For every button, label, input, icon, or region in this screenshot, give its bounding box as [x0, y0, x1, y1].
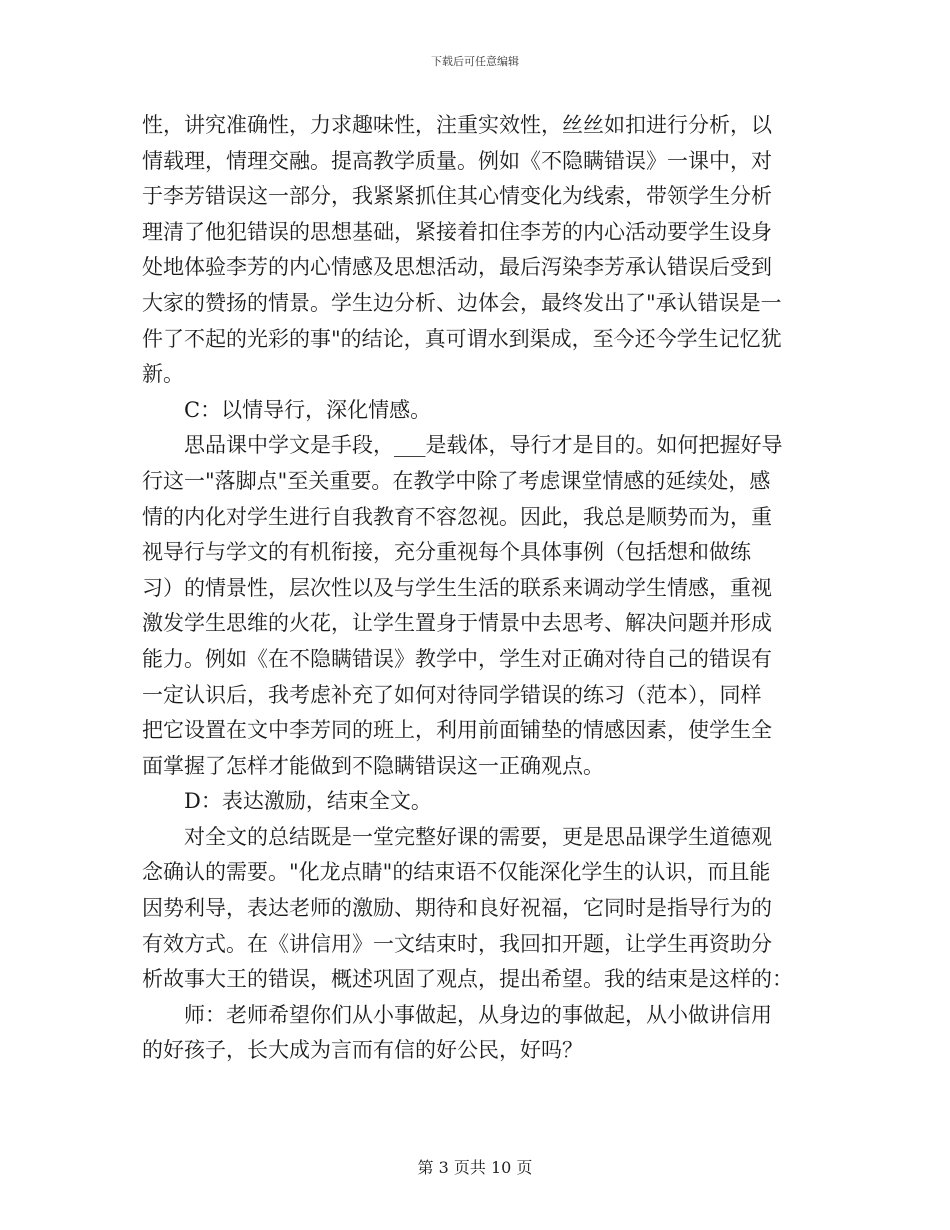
- paragraph: [142, 428, 810, 784]
- text-line: 因势利导，表达老师的激励、期待和良好祝福，它同时是指导行为的: [142, 896, 772, 921]
- text-line: 处地体验李芳的内心情感及思想活动，最后泻染李芳承认错误后受到: [142, 255, 772, 280]
- text-line: 把它设置在文中李芳同的班上，利用前面铺垫的情感因素，使学生全: [142, 718, 772, 743]
- text-line: 思品课中学文是手段，___是载体，导行才是目的。如何把握好导: [184, 433, 783, 458]
- paragraph: [142, 998, 810, 1069]
- text-line: 件了不起的光彩的事"的结论，真可谓水到渠成，至今还今学生记忆犹: [142, 326, 782, 351]
- text-line: 情的内化对学生进行自我教育不容忽视。因此，我总是顺势而为，重: [142, 504, 772, 529]
- text-line: 的好孩子，长大成为言而有信的好公民，好吗？: [142, 1038, 583, 1063]
- section-heading-d: [142, 784, 810, 820]
- text-line: 大家的赞扬的情景。学生边分析、边体会，最终发出了"承认错误是一: [142, 290, 782, 315]
- text-line: 师：老师希望你们从小事做起，从身边的事做起，从小做讲信用: [184, 1002, 772, 1027]
- page-header: 下载后可任意编辑: [431, 55, 519, 68]
- text-line: 念确认的需要。"化龙点睛"的结束语不仅能深化学生的认识，而且能: [142, 860, 771, 885]
- text-line: C：以情导行，深化情感。: [184, 397, 432, 422]
- text-line: 理清了他犯错误的思想基础，紧接着扣住李芳的内心活动要学生设身: [142, 219, 772, 244]
- section-heading-c: [142, 393, 810, 429]
- text-line: 面掌握了怎样才能做到不隐瞒错误这一正确观点。: [142, 753, 604, 778]
- text-line: 情载理，情理交融。提高教学质量。例如《不隐瞒错误》一课中，对: [142, 148, 772, 173]
- text-line: 性，讲究准确性，力求趣味性，注重实效性，丝丝如扣进行分析，以: [142, 113, 772, 137]
- paragraph: [142, 820, 810, 998]
- text-line: 对全文的总结既是一堂完整好课的需要，更是思品课学生道德观: [184, 824, 772, 849]
- text-line: 新。: [142, 362, 184, 387]
- document-body: [142, 108, 810, 1069]
- text-line: 能力。例如《在不隐瞒错误》教学中，学生对正确对待自己的错误有: [142, 646, 772, 671]
- paragraph: [142, 108, 810, 393]
- text-line: 有效方式。在《讲信用》一文结束时，我回扣开题，让学生再资助分: [142, 931, 772, 956]
- text-line: 析故事大王的错误，概述巩固了观点，提出希望。我的结束是这样的：: [142, 967, 793, 992]
- text-line: 一定认识后，我考虑补充了如何对待同学错误的练习（范本），同样: [142, 682, 762, 707]
- text-line: 视导行与学文的有机衔接，充分重视每个具体事例（包括想和做练: [142, 540, 751, 565]
- page-number: 第 3 页共 10 页: [417, 1158, 533, 1177]
- text-line: D：表达激励，结束全文。: [184, 789, 432, 814]
- text-line: 行这一"落脚点"至关重要。在教学中除了考虑课堂情感的延续处，感: [142, 468, 771, 493]
- text-line: 激发学生思维的火花，让学生置身于情景中去思考、解决问题并形成: [142, 611, 772, 636]
- text-line: 于李芳错误这一部分，我紧紧抓住其心情变化为线索，带领学生分析: [142, 184, 772, 209]
- text-line: 习）的情景性，层次性以及与学生生活的联系来调动学生情感，重视: [142, 575, 772, 600]
